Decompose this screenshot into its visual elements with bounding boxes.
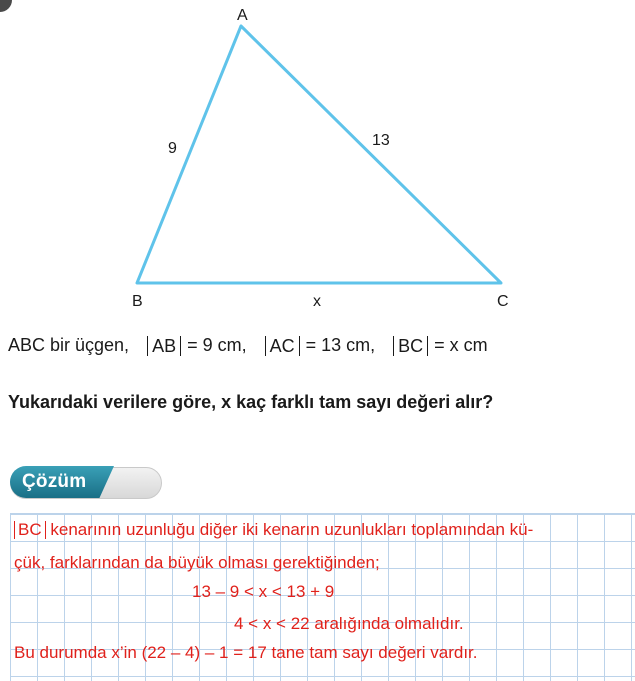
segment-bc: BC [393, 336, 428, 356]
triangle-figure [0, 0, 635, 320]
given-intro: ABC bir üçgen, [8, 335, 130, 355]
solution-line-1 [14, 520, 533, 540]
given-statement [8, 335, 488, 356]
triangle-abc [137, 26, 501, 283]
solution-box [10, 513, 635, 681]
vertex-b-label: B [132, 293, 143, 310]
segment-ab-value: = 9 cm, [187, 335, 247, 355]
segment-ac-value: = 13 cm, [305, 335, 376, 355]
solution-line-2: çük, farklarından da büyük olması gerektiğinden; [14, 553, 380, 572]
solution-badge [10, 466, 162, 500]
segment-ac: AC [265, 336, 300, 356]
solution-line-1-text: kenarının uzunluğu diğer iki kenarın uzunlukları toplamından kü- [50, 520, 534, 539]
vertex-c-label: C [497, 293, 509, 310]
question-text: Yukarıdaki verilere göre, x kaç farklı tam sayı değeri alır? [8, 392, 494, 412]
segment-bc-tag: BC [14, 521, 46, 539]
solution-badge-label: Çözüm [22, 471, 87, 492]
solution-conclusion: Bu durumda x’in (22 – 4) – 1 = 17 tane tam sayı değeri vardır. [14, 643, 478, 662]
side-bc-label: x [313, 293, 321, 310]
side-ab-label: 9 [168, 140, 177, 157]
vertex-a-label: A [237, 7, 248, 24]
segment-bc-value: = x cm [434, 335, 488, 355]
side-ac-label: 13 [372, 132, 390, 149]
segment-ab: AB [147, 336, 181, 356]
solution-inequality-2: 4 < x < 22 aralığında olmalıdır. [234, 614, 464, 633]
solution-inequality-1: 13 – 9 < x < 13 + 9 [192, 582, 335, 601]
